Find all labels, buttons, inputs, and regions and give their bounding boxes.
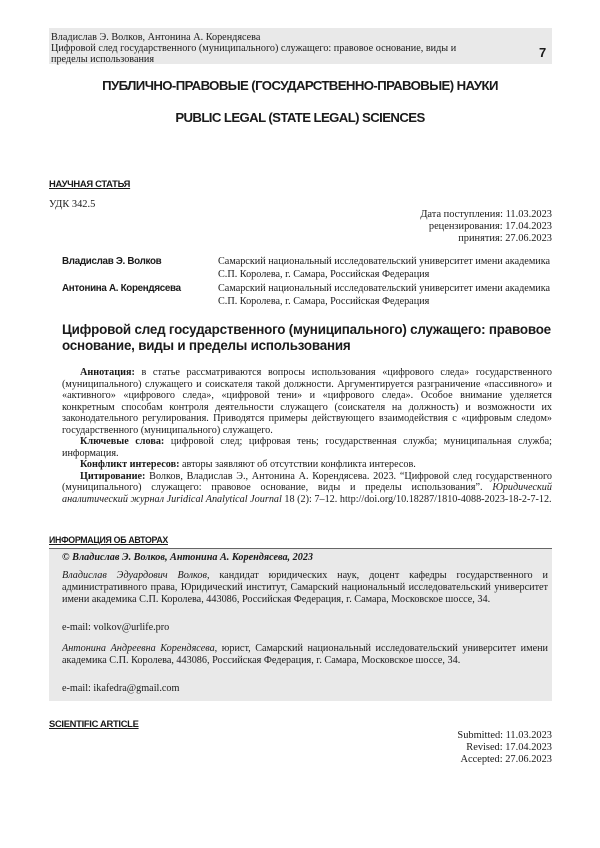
date-received: Дата поступления: 11.03.2023: [420, 209, 552, 220]
section-title-en: PUBLIC LEGAL (STATE LEGAL) SCIENCES: [175, 110, 425, 125]
info-author-1: [62, 570, 548, 607]
abstract-text: в статье рассматриваются вопросы использования «цифрового следа» государственного (муниципального) служащего и соискателя такой должности. Аргументируется разграничение «пассивного» и «активного» «цифрового следа», «цифровой тени» и «цифрового следа». Особое внимание уделяется конкретным способам контроля деятельности служащего (соискателя на должность) и возможности их законодательного регулирования. Приводятся примеры действующего взаимодействия с «цифровым следом» государственного (муниципального) служащего.: [62, 367, 552, 436]
running-header-text: [51, 33, 491, 65]
info-author-2: [62, 643, 548, 667]
info-author-2-text: , юрист, Самарский национальный исследовательский университет имени академика С.П. Королева, 443086, Российская Федерация, г. Самара, Московское шоссе, 34.: [62, 643, 549, 667]
date-submitted: Submitted: 11.03.2023: [457, 730, 552, 741]
abstract: [62, 367, 552, 436]
abstract-block: [62, 367, 552, 505]
info-author-2-email: e-mail: ikafedra@gmail.com: [62, 683, 180, 694]
abstract-label: Аннотация:: [80, 367, 135, 378]
conflict: [62, 459, 552, 471]
header-authors: Владислав Э. Волков, Антонина А. Корендясева: [51, 32, 261, 43]
info-title: ИНФОРМАЦИЯ ОБ АВТОРАХ: [49, 535, 168, 545]
section-title-ru: ПУБЛИЧНО-ПРАВОВЫЕ (ГОСУДАРСТВЕННО-ПРАВОВЫЕ) НАУКИ: [102, 78, 498, 93]
date-revised: Revised: 17.04.2023: [466, 741, 552, 753]
article-type-en: SCIENTIFIC ARTICLE: [49, 718, 139, 729]
author-1-affiliation: Самарский национальный исследовательский университет имени академика С.П. Королева, г. Самара, Российская Федерация: [218, 256, 551, 280]
info-copyright: © Владислав Э. Волков, Антонина А. Корендясева, 2023: [62, 552, 314, 563]
author-2-name: Антонина А. Корендясева: [62, 283, 181, 294]
udk: УДК 342.5: [49, 199, 96, 210]
header-title: Цифровой след государственного (муниципального) служащего: правовое основание, виды и пределы использования: [51, 42, 457, 65]
article-title: Цифровой след государственного (муниципального) служащего: правовое основание, виды и пределы использования: [62, 322, 551, 353]
keywords-label: Ключевые слова:: [80, 436, 165, 447]
dates-ru: [300, 209, 552, 244]
info-author-1-text: , кандидат юридических наук, доцент кафедры государственного и административного права, Юридический институт, Самарский национальный исследовательский университет имени академика С.П. Королева, 443086, Российская Федерация, г. Самара, Московское шоссе, 34.: [62, 570, 548, 606]
date-reviewed: рецензирования: 17.04.2023: [428, 220, 552, 232]
info-author-1-name: Владислав Эдуардович Волков: [62, 570, 207, 581]
citation-label: Цитирование:: [80, 470, 146, 482]
dates-en: [300, 730, 552, 765]
author-2-affiliation: Самарский национальный исследовательский университет имени академика С.П. Королева, г. Самара, Российская Федерация: [218, 283, 551, 307]
info-author-2-name: Антонина Андреевна Корендясева: [62, 643, 215, 654]
citation: [62, 471, 552, 506]
citation-tail: 18 (2): 7–12. http://doi.org/10.18287/1810-4088-2023-18-2-7-12.: [281, 493, 552, 505]
page-number: 7: [539, 45, 547, 60]
article-type-ru: НАУЧНАЯ СТАТЬЯ: [49, 178, 131, 189]
conflict-text: авторы заявляют об отсутствии конфликта интересов.: [179, 459, 416, 470]
keywords: [62, 436, 552, 459]
citation-text: Волков, Владислав Э., Антонина А. Корендясева. 2023. “Цифровой след государственного (муниципального) служащего: правовое основание, виды и пределы использования”.: [62, 470, 552, 493]
author-1-name: Владислав Э. Волков: [62, 256, 162, 267]
citation-journal: Юридический аналитический журнал Juridical Analytical Journal: [62, 482, 552, 505]
date-accepted: принятия: 27.06.2023: [458, 232, 552, 244]
date-accepted-en: Accepted: 27.06.2023: [460, 753, 552, 765]
keywords-text: цифровой след; цифровая тень; государственная служба; муниципальная служба; информация.: [62, 436, 552, 459]
conflict-label: Конфликт интересов:: [80, 459, 180, 470]
info-author-1-email: e-mail: volkov@urlife.pro: [62, 622, 170, 633]
